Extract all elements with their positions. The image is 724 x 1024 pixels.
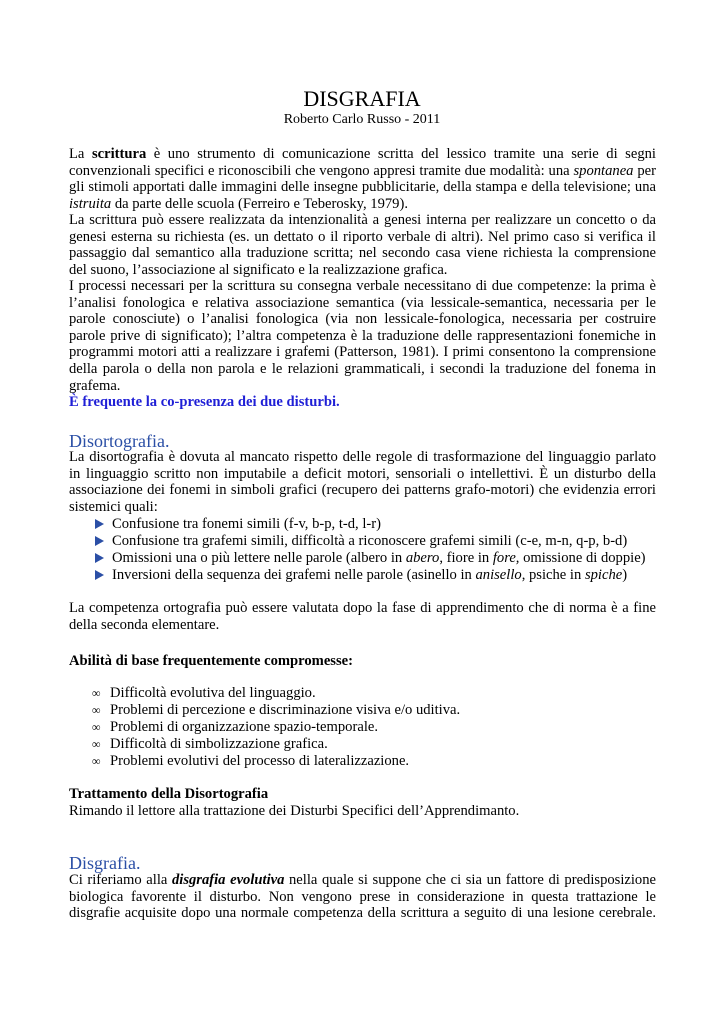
bullet-item: Inversioni della sequenza dei grafemi nelle parole (asinello in anisello, psiche in spiche): [95, 567, 627, 584]
treatment-title: Trattamento della Disortografia: [69, 786, 269, 802]
ability-item: ∞ Problemi evolutivi del processo di lateralizzazione.: [92, 753, 410, 769]
document-author: Roberto Carlo Russo - 2011: [283, 112, 441, 127]
bullet-item: Omissioni una o più lettere nelle parole (albero in abero, fiore in fore, omissione di doppie): [95, 550, 646, 567]
competence-paragraph: La competenza ortografia può essere valutata dopo la fase di apprendimento che di norma è a fine della seconda elementare.: [69, 600, 656, 633]
bullet-item: Confusione tra grafemi simili, difficoltà a riconoscere grafemi simili (c-e, m-n, q-p, b-d): [95, 533, 627, 550]
treatment-text: Rimando il lettore alla trattazione dei Disturbi Specifici dell’Apprendimanto.: [69, 803, 520, 819]
ability-item: ∞ Difficoltà di simbolizzazione grafica.: [92, 736, 328, 752]
bullet-item: Confusione tra fonemi simili (f-v, b-p, t-d, l-r): [95, 516, 381, 533]
heading-disortografia: Disortografia.: [69, 431, 170, 451]
ability-item: ∞ Difficoltà evolutiva del linguaggio.: [92, 685, 316, 701]
intro-paragraph-1: La scrittura è uno strumento di comunicazione scritta del lessico tramite una serie di segni convenzionali specifici e riconoscibili che vengono appresi tramite due modalità: una spontanea per gli stimoli apportati dalle immagini delle insegne pubblicitarie, della stampa e della televisione; una istruita da parte delle scuola (Ferreiro e Teberosky, 1979).: [69, 146, 656, 212]
intro-paragraph-2: La scrittura può essere realizzata da intenzionalità a genesi interna per realizzare un concetto o da genesi esterna su richiesta (es. un dettato o il riporto verbale di altri). Nel primo caso si verifica il passaggio dal semantico alla traduzione scritta; nel secondo casa viene richiesta la comprensione del suono, l’associazione al significato e la realizzazione grafica.: [69, 212, 656, 278]
infinity-bullet-icon: ∞: [92, 754, 101, 768]
ability-item: ∞ Problemi di percezione e discriminazione visiva e/o uditiva.: [92, 702, 461, 718]
ability-item: ∞ Problemi di organizzazione spazio-temporale.: [92, 719, 378, 735]
abilities-title: Abilità di base frequentemente compromesse:: [69, 653, 354, 669]
intro-paragraph-3: I processi necessari per la scrittura su consegna verbale necessitano di due competenze: la prima è l’analisi fonologica e relativa associazione semantica (via lessicale-semantica, necessaria per le parole conosciute) o l’analisi fonologica (via non lessicale-fonologica, necessaria per costruire parole prive di significato); l’altra competenza è la traduzione delle rappresentazioni fonemiche in programmi motori atti a realizzare i grafemi (Patterson, 1981). I primi consentono la comprensione della parola o della non parola e le relazioni grammaticali, i secondi la traduzione del fonema in grafema.: [69, 278, 656, 394]
heading-disgrafia: Disgrafia.: [69, 853, 141, 873]
disortografia-paragraph: La disortografia è dovuta al mancato rispetto delle regole di trasformazione del linguaggio parlato in linguaggio scritto non imputabile a deficit motori, sensoriali o intellettivi. È un disturbo della associazione dei fonemi in simboli grafici (recupero dei patterns grafo-motori) che evidenzia errori sistemici quali:: [69, 449, 656, 515]
triangle-bullet-icon: [95, 519, 104, 529]
triangle-bullet-icon: [95, 536, 104, 546]
document-title: DISGRAFIA: [303, 86, 421, 111]
disgrafia-paragraph: Ci riferiamo alla disgrafia evolutiva nella quale si suppone che ci sia un fattore di predisposizione biologica favorente il disturbo. Non vengono prese in considerazione in questa trattazione le disgrafie acquisite dopo una normale competenza della scrittura a seguito di una lesione cerebrale.: [69, 872, 657, 922]
infinity-bullet-icon: ∞: [92, 737, 101, 751]
triangle-bullet-icon: [95, 570, 104, 580]
infinity-bullet-icon: ∞: [92, 686, 101, 700]
note-copresence: È frequente la co-presenza dei due disturbi.: [69, 394, 340, 410]
infinity-bullet-icon: ∞: [92, 703, 101, 717]
triangle-bullet-icon: [95, 553, 104, 563]
infinity-bullet-icon: ∞: [92, 720, 101, 734]
